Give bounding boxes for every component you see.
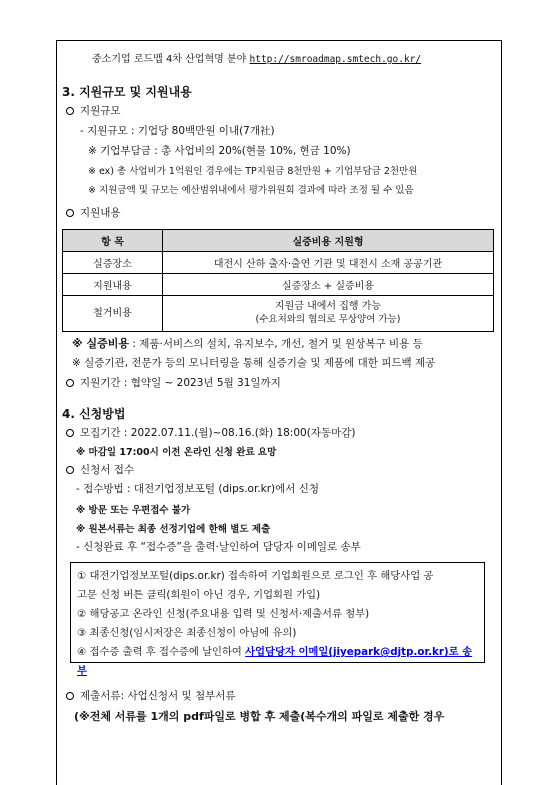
complete-line: - 신청완료 후 “접수증”을 출력·날인하여 담당자 이메일로 송부 [76, 541, 361, 553]
table-cell-desc-line2: (수요처와의 협의로 무상양여 가능) [255, 313, 401, 325]
cost-note-label: ※ 실증비용 [72, 337, 130, 350]
table-cell-item: 실증장소 [63, 252, 163, 274]
step-1a: ① 대전기업정보포털(dips.or.kr) 접속하여 기업회원으로 로그인 후 해당사업 공 [77, 570, 434, 582]
adjust-line: ※ 지원금액 및 규모는 예산범위내에서 평가위원회 결과에 따라 조정 될 수 있음 [88, 185, 414, 196]
original-note: ※ 원본서류는 최종 선정기업에 한해 별도 제출 [76, 524, 271, 535]
table-header-row [63, 230, 494, 252]
burden-line: ※ 기업부담금 : 총 사업비의 20%(현물 10%, 현금 10%) [88, 145, 351, 157]
scale-line: - 지원규모 : 기업당 80백만원 이내(7개社) [80, 125, 275, 137]
table-cell-desc [163, 296, 494, 332]
step-3: ③ 최종신청(임시저장은 최종신청이 아님에 유의) [77, 627, 297, 639]
method-line: - 접수방법 : 대전기업정보포털 (dips.or.kr)에서 신청 [76, 483, 320, 495]
roadmap-url-link[interactable]: http://smroadmap.smtech.go.kr/ [249, 54, 422, 65]
circle-bullet-icon [66, 209, 74, 217]
circle-bullet-icon [66, 429, 74, 437]
step-4 [77, 643, 478, 681]
table-cell-desc: 대전시 산하 출자·출연 기관 및 대전시 소재 공공기관 [163, 252, 494, 274]
circle-bullet-icon [66, 466, 74, 474]
email-link[interactable]: 사업담당자 이메일(jiyepark@djtp.or.kr)로 송부 [77, 646, 473, 677]
top-note [92, 50, 421, 65]
submit-heading: 제출서류: 사업신청서 및 첨부서류 [66, 688, 236, 703]
circle-bullet-icon [66, 379, 74, 387]
top-note-text: 중소기업 로드맵 4차 산업혁명 분야 [92, 54, 247, 65]
no-visit-note: ※ 방문 또는 우편접수 불가 [76, 505, 191, 516]
table-row [63, 252, 494, 274]
step-4-prefix: ④ 접수증 출력 후 접수증에 날인하여 [77, 646, 246, 658]
feedback-note: ※ 실증기관, 전문가 등의 모니터링을 통해 실증기술 및 제품에 대한 피드백 제공 [72, 357, 436, 369]
step-2: ② 해당공고 온라인 신청(주요내용 입력 및 신청서·제출서류 첨부) [77, 608, 370, 620]
cost-note-text: : 제품·서비스의 설치, 유지보수, 개선, 철거 및 원상복구 비용 등 [132, 338, 423, 350]
section3-title: 3. 지원규모 및 지원내용 [62, 85, 192, 99]
application-steps-box [70, 562, 485, 677]
example-line: ※ ex) 총 사업비가 1억원인 경우에는 TP지원금 8천만원 + 기업부담금 2천만원 [88, 166, 418, 177]
section4-title: 4. 신청방법 [62, 407, 126, 421]
table-row [63, 296, 494, 332]
table-cell-desc: 실증장소 + 실증비용 [163, 274, 494, 296]
cost-note [72, 335, 423, 351]
table-header-support: 실증비용 지원형 [163, 230, 494, 252]
table-cell-desc-line1: 지원금 내에서 집행 가능 [274, 301, 382, 313]
table-cell-item: 지원내용 [63, 274, 163, 296]
support-table [62, 229, 494, 332]
submit-note: (※전체 서류를 1개의 pdf파일로 병합 후 제출(복수개의 파일로 제출한 경우 [74, 710, 445, 723]
recruit-line: 모집기간 : 2022.07.11.(월)~08.16.(화) 18:00(자동마감) [66, 425, 355, 440]
table-cell-item: 철거비용 [63, 296, 163, 332]
step-1b: 고문 신청 버튼 클릭(회원이 아닌 경우, 기업회원 가입) [77, 589, 321, 601]
table-header-item: 항 목 [63, 230, 163, 252]
content-heading: 지원내용 [66, 205, 121, 220]
deadline-note: ※ 마감일 17:00시 이전 온라인 신청 완료 요망 [76, 447, 277, 458]
scale-heading: 지원규모 [66, 103, 121, 118]
table-row [63, 274, 494, 296]
circle-bullet-icon [66, 107, 74, 115]
circle-bullet-icon [66, 692, 74, 700]
period-line: 지원기간 : 협약일 ~ 2023년 5월 31일까지 [66, 375, 281, 390]
receipt-heading: 신청서 접수 [66, 462, 134, 477]
